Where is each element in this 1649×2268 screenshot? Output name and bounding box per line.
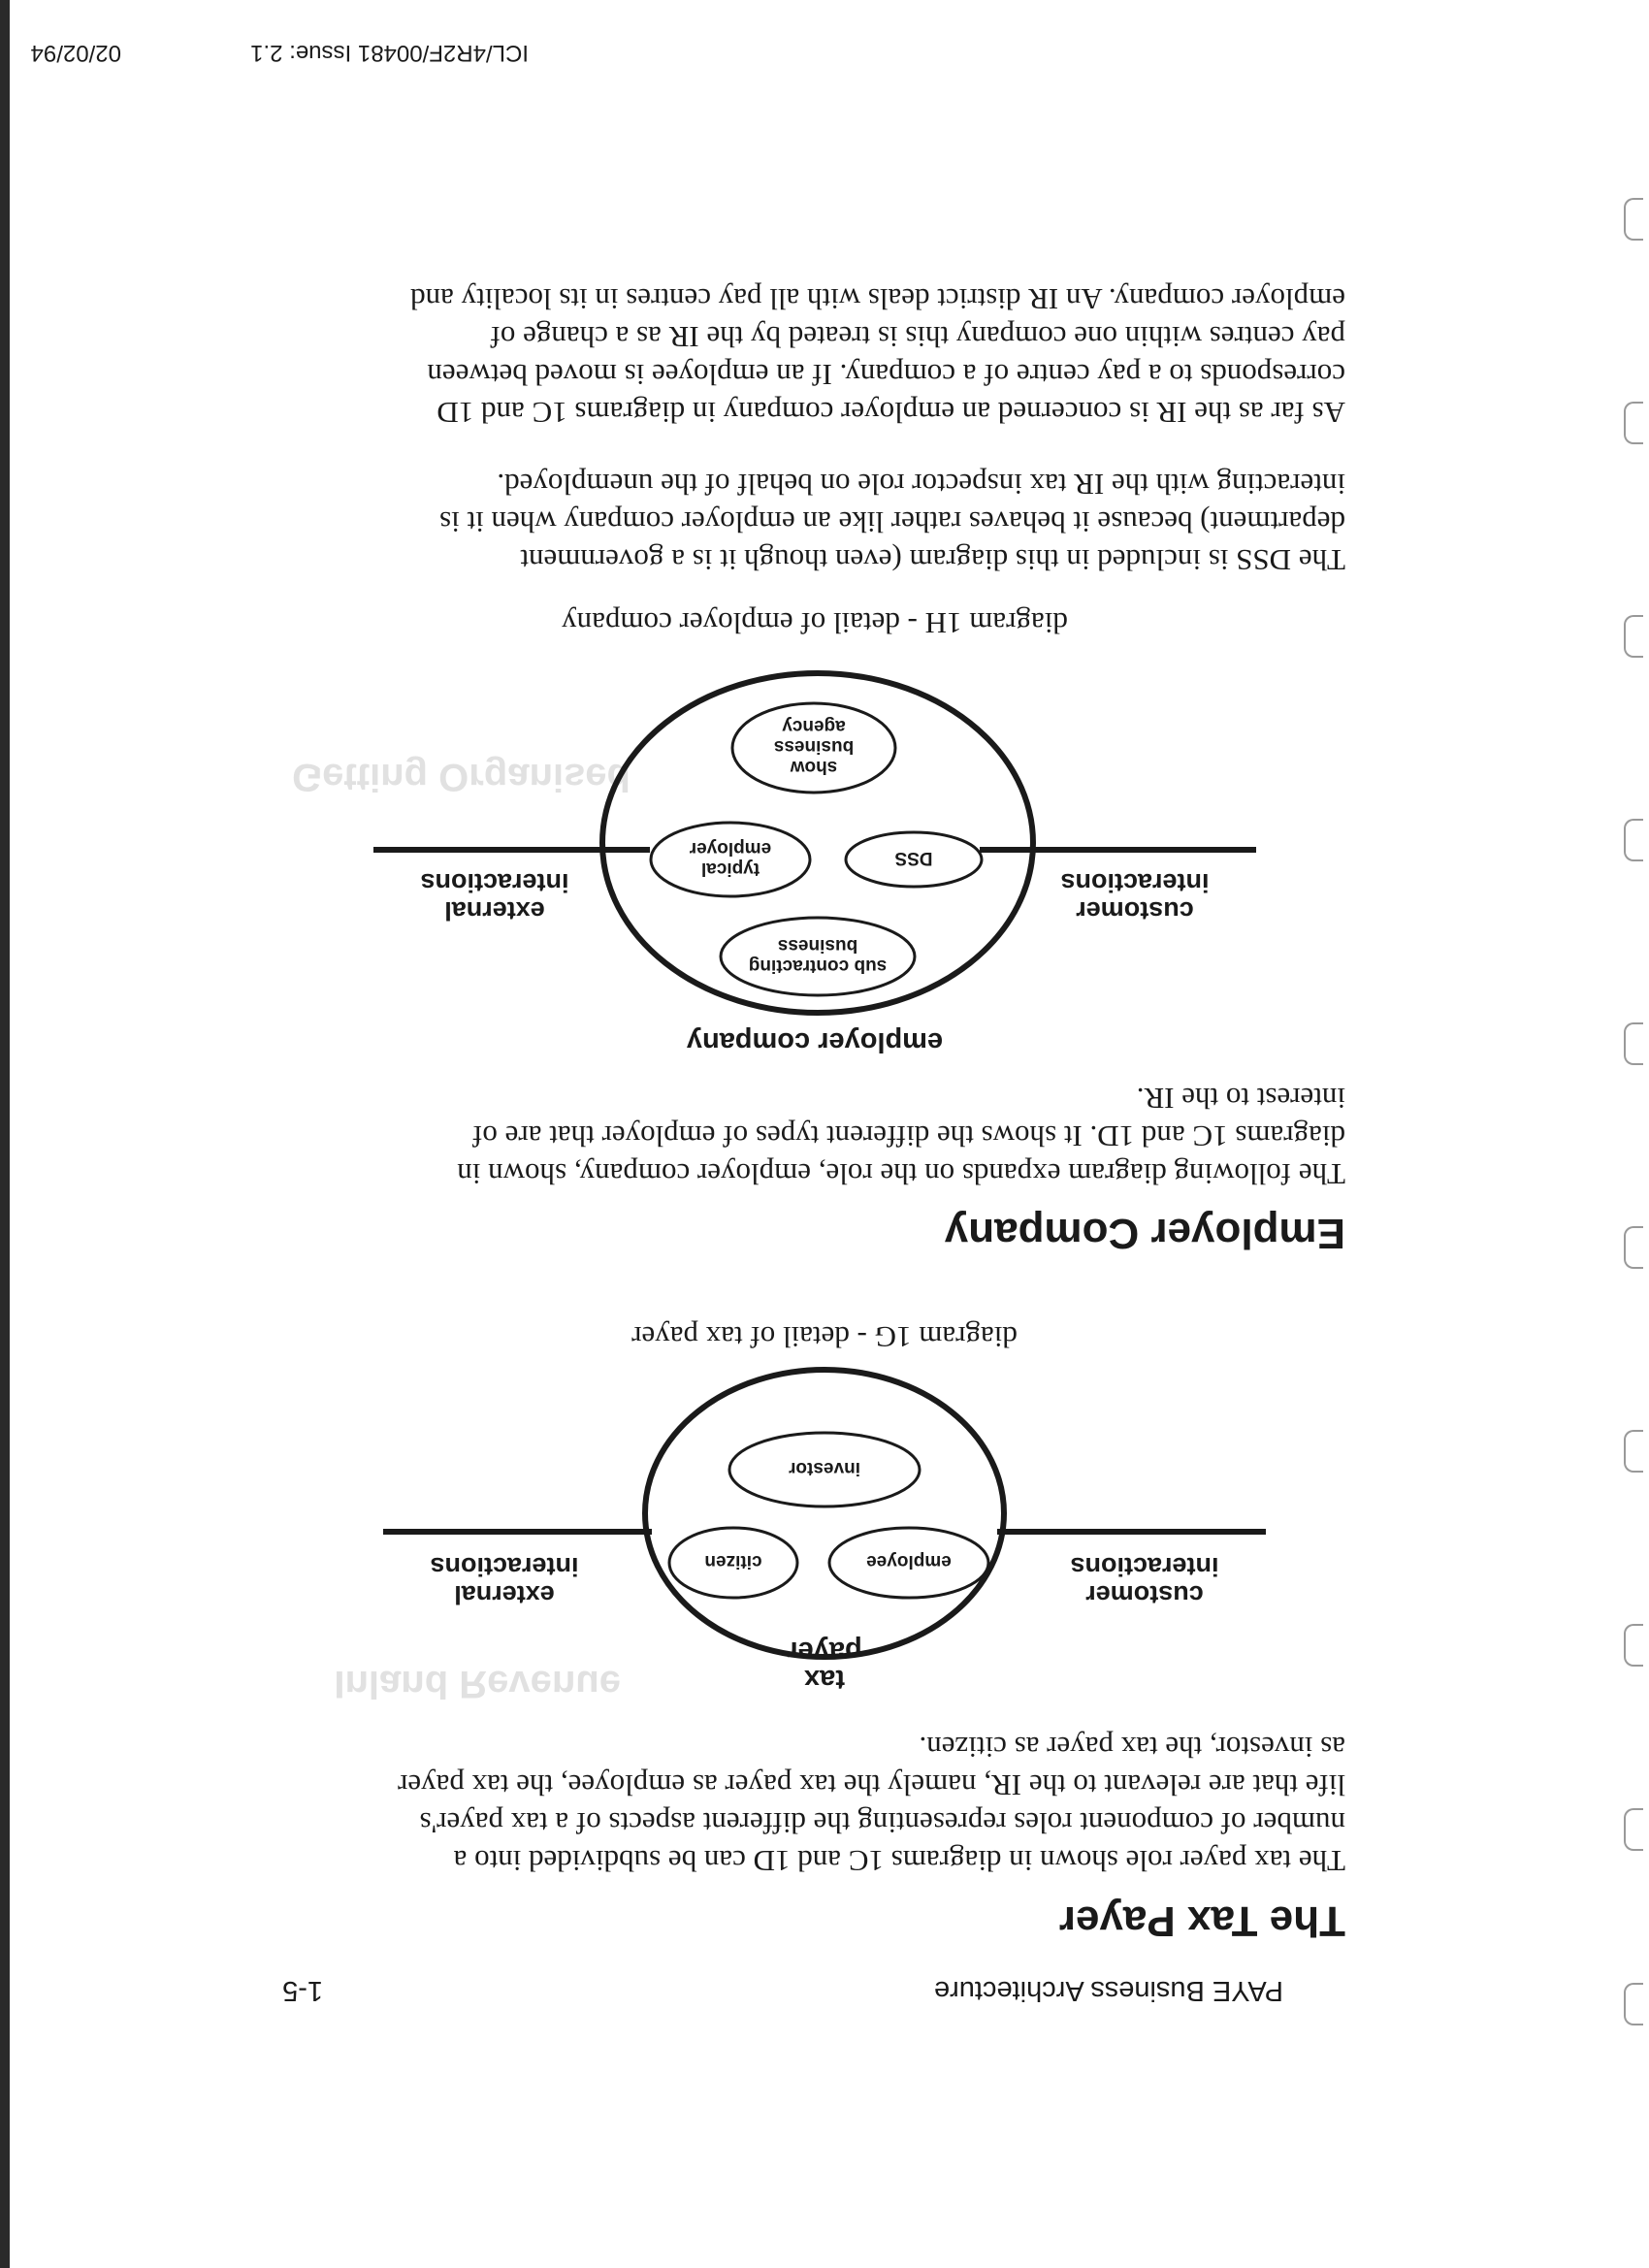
dss-paragraph xyxy=(246,466,1345,579)
paragraph-line: employer company. An IR district deals with all pay centres in its locality and xyxy=(410,282,1345,316)
document-title: PAYE Business Architecture xyxy=(934,1975,1283,2006)
paragraph-line: diagrams 1C and 1D. It shows the different types of employer that are of xyxy=(472,1119,1345,1153)
employee-label: employee xyxy=(866,1551,952,1571)
label-line: external xyxy=(454,1580,555,1609)
customer-interactions-label xyxy=(1018,868,1251,924)
bleed-through-heading-2: Inland Revenue xyxy=(334,1663,621,1705)
tax-payer-circle-title: tax payer xyxy=(787,1636,862,1695)
show-business-label-line3: agency xyxy=(782,716,846,736)
paragraph-line: pay centres within one company this is treated by the IR as a change of xyxy=(490,320,1345,354)
label-line: interactions xyxy=(1060,868,1210,897)
paragraph-line: corresponds to a pay centre of a company. If an employee is moved between xyxy=(427,358,1345,392)
investor-label: investor xyxy=(789,1458,860,1478)
paragraph-line: interest to the IR. xyxy=(1136,1082,1345,1116)
label-line: external xyxy=(444,896,545,925)
paragraph-line: as investor, the tax payer as citizen. xyxy=(919,1731,1345,1765)
show-business-label-line1: show xyxy=(790,757,838,777)
paragraph-line: number of component roles representing the different aspects of a tax payer's xyxy=(419,1806,1345,1840)
label-line: customer xyxy=(1085,1580,1204,1609)
label-line: customer xyxy=(1076,896,1194,925)
diagram-1h-caption: diagram 1H - detail of employer company xyxy=(562,606,1068,640)
label-line: interactions xyxy=(420,868,569,897)
document-date: 02/02/94 xyxy=(30,40,121,66)
employer-company-heading: Employer Company xyxy=(944,1210,1345,1257)
bleed-through-heading: Getting Organised xyxy=(292,756,630,798)
typical-employer-label-line2: employer xyxy=(689,838,772,859)
label-line: interactions xyxy=(1070,1552,1219,1581)
show-business-label-line2: business xyxy=(773,736,855,757)
paragraph-line: life that are relevant to the IR, namely the tax payer as employee, the tax payer xyxy=(398,1768,1345,1802)
employer-company-circle-title: employer company xyxy=(686,1026,944,1057)
citizen-label: citizen xyxy=(704,1551,762,1571)
typical-employer-label-line1: typical xyxy=(700,859,760,879)
paragraph-line: The following diagram expands on the role, employer company, shown in xyxy=(457,1157,1345,1191)
external-interactions-label xyxy=(378,868,611,924)
document-reference: ICL/4R2F/00481 Issue: 2.1 xyxy=(250,40,529,66)
dss-label: DSS xyxy=(894,848,933,868)
page-number: 1-5 xyxy=(282,1975,323,2006)
paragraph-line: As far as the IR is concerned an employer company in diagrams 1C and 1D xyxy=(436,396,1345,430)
tax-payer-heading: The Tax Payer xyxy=(1058,1897,1345,1945)
sub-contracting-label-line2: business xyxy=(777,935,858,956)
sub-contracting-label-line1: sub contracting xyxy=(748,956,888,976)
paragraph-line: The tax payer role shown in diagrams 1C and 1D can be subdivided into a xyxy=(453,1844,1345,1878)
pay-centre-paragraph xyxy=(246,280,1345,432)
paragraph-line: interacting with the IR tax inspector role on behalf of the unemployed. xyxy=(497,468,1345,502)
diagram-1g-caption: diagram 1G - detail of tax payer xyxy=(631,1320,1018,1354)
paragraph-line: The DSS is included in this diagram (even though it is a government xyxy=(520,543,1345,577)
paragraph-line: department) because it behaves rather like an employer company when it is xyxy=(439,505,1345,539)
label-line: interactions xyxy=(430,1552,579,1581)
